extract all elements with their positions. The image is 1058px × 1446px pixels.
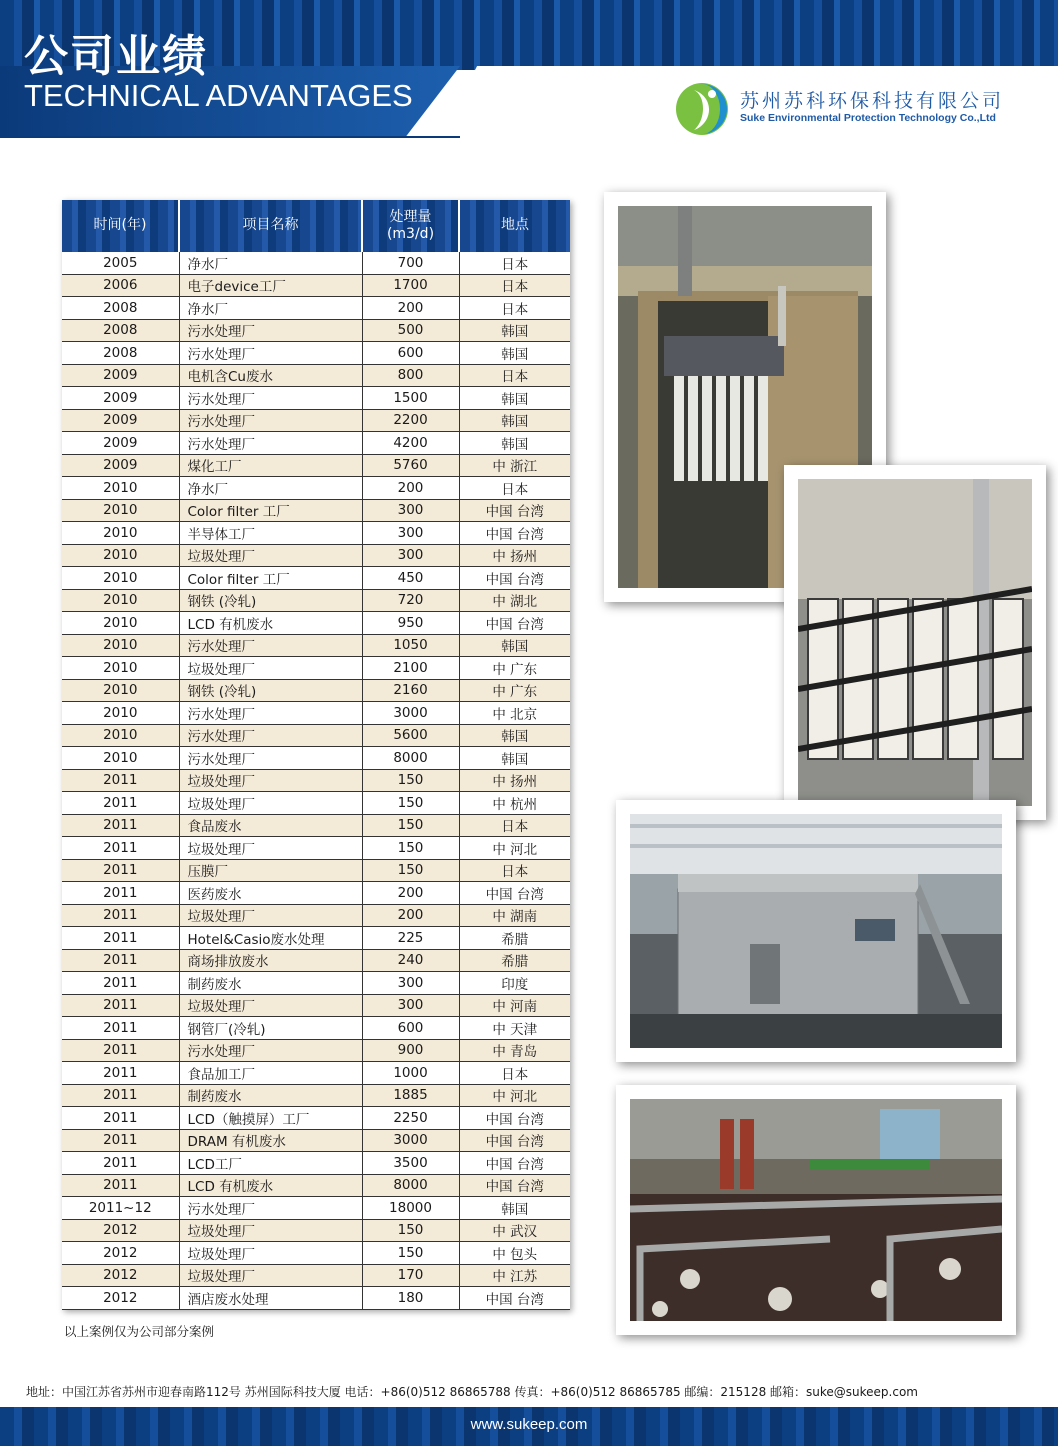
cell-project: 垃圾处理厂	[179, 837, 362, 860]
cell-year: 2005	[62, 252, 179, 274]
cell-capacity: 3000	[362, 1129, 459, 1152]
cell-project: 垃圾处理厂	[179, 657, 362, 680]
cell-capacity: 3500	[362, 1152, 459, 1175]
photo-container-plant	[616, 800, 1016, 1062]
cell-location: 日本	[459, 364, 570, 387]
cell-project: 污水处理厂	[179, 724, 362, 747]
table-row	[62, 477, 570, 500]
cell-location: 日本	[459, 1062, 570, 1085]
cell-location: 中国 台湾	[459, 612, 570, 635]
cell-capacity: 150	[362, 1242, 459, 1265]
cell-project: 钢铁 (冷轧)	[179, 679, 362, 702]
cell-capacity: 150	[362, 769, 459, 792]
cell-location: 中 江苏	[459, 1264, 570, 1287]
cell-project: 电机含Cu废水	[179, 364, 362, 387]
cell-project: Color filter 工厂	[179, 499, 362, 522]
cell-capacity: 600	[362, 1017, 459, 1040]
photo-aeration-tank	[616, 1085, 1016, 1335]
company-name-en: Suke Environmental Protection Technology Co.,Ltd	[740, 112, 996, 124]
table-row	[62, 724, 570, 747]
cell-location: 中 天津	[459, 1017, 570, 1040]
cell-year: 2006	[62, 274, 179, 297]
cell-location: 中 扬州	[459, 544, 570, 567]
cell-capacity: 150	[362, 837, 459, 860]
table-row	[62, 747, 570, 770]
table-row	[62, 364, 570, 387]
cell-location: 韩国	[459, 724, 570, 747]
cell-capacity: 18000	[362, 1197, 459, 1220]
cell-capacity: 2200	[362, 409, 459, 432]
cell-year: 2012	[62, 1242, 179, 1265]
cell-capacity: 150	[362, 792, 459, 815]
cell-year: 2010	[62, 702, 179, 725]
table-row	[62, 634, 570, 657]
table-row	[62, 1152, 570, 1175]
cell-year: 2011	[62, 837, 179, 860]
company-logo-icon	[672, 80, 736, 138]
cell-location: 韩国	[459, 747, 570, 770]
cell-project: 制药废水	[179, 1084, 362, 1107]
cell-capacity: 2250	[362, 1107, 459, 1130]
table-row	[62, 814, 570, 837]
table-row	[62, 432, 570, 455]
column-header-capacity-label: 处理量	[389, 208, 432, 225]
cell-location: 中国 台湾	[459, 1152, 570, 1175]
cell-project: LCD 有机废水	[179, 1174, 362, 1197]
cell-capacity: 240	[362, 949, 459, 972]
cell-project: 商场排放废水	[179, 949, 362, 972]
table-row	[62, 544, 570, 567]
cell-project: DRAM 有机废水	[179, 1129, 362, 1152]
cell-location: 日本	[459, 814, 570, 837]
cell-location: 韩国	[459, 1197, 570, 1220]
table-row	[62, 1197, 570, 1220]
aeration-tank-image	[630, 1099, 1002, 1321]
cell-capacity: 450	[362, 567, 459, 590]
website-link[interactable]: www.sukeep.com	[470, 1416, 588, 1433]
page-title-cn: 公司业绩	[24, 31, 208, 82]
cell-year: 2010	[62, 612, 179, 635]
footer-contact: 地址：中国江苏省苏州市迎春南路112号 苏州国际科技大厦 电话：+86(0)512 86865788 传真：+86(0)512 86865785 邮编：215128 邮箱：suke@sukeep.com	[26, 1385, 918, 1399]
cell-project: 净水厂	[179, 252, 362, 274]
cell-capacity: 200	[362, 882, 459, 905]
cell-year: 2009	[62, 432, 179, 455]
cell-year: 2008	[62, 342, 179, 365]
cell-project: 污水处理厂	[179, 747, 362, 770]
cell-location: 日本	[459, 252, 570, 274]
cell-capacity: 2100	[362, 657, 459, 680]
cell-year: 2010	[62, 499, 179, 522]
table-row	[62, 1264, 570, 1287]
cell-year: 2010	[62, 634, 179, 657]
table-row	[62, 792, 570, 815]
cell-project: 钢铁 (冷轧)	[179, 589, 362, 612]
cell-capacity: 300	[362, 972, 459, 995]
cell-year: 2011	[62, 972, 179, 995]
cell-location: 中国 台湾	[459, 567, 570, 590]
cell-location: 日本	[459, 477, 570, 500]
column-header-capacity-unit: (m3/d)	[386, 226, 435, 242]
cell-year: 2011	[62, 1152, 179, 1175]
cell-project: 净水厂	[179, 477, 362, 500]
cell-location: 中 湖北	[459, 589, 570, 612]
table-row	[62, 387, 570, 410]
cell-project: 污水处理厂	[179, 1039, 362, 1062]
cell-year: 2011	[62, 859, 179, 882]
table-row	[62, 499, 570, 522]
cell-project: 垃圾处理厂	[179, 1264, 362, 1287]
table-row	[62, 1062, 570, 1085]
table-row	[62, 769, 570, 792]
cell-capacity: 1050	[362, 634, 459, 657]
cell-capacity: 600	[362, 342, 459, 365]
cell-project: 煤化工厂	[179, 454, 362, 477]
table-row	[62, 589, 570, 612]
cell-year: 2010	[62, 544, 179, 567]
table-row	[62, 1017, 570, 1040]
cell-project: 食品加工厂	[179, 1062, 362, 1085]
cell-location: 中 河北	[459, 837, 570, 860]
table-row	[62, 522, 570, 545]
cell-project: 制药废水	[179, 972, 362, 995]
table-row	[62, 454, 570, 477]
cell-year: 2011	[62, 904, 179, 927]
cell-location: 中 广东	[459, 679, 570, 702]
table-header-row	[62, 200, 570, 252]
cell-year: 2011	[62, 769, 179, 792]
company-name-cn: 苏州苏科环保科技有限公司	[740, 90, 1005, 112]
cell-capacity: 225	[362, 927, 459, 950]
page-title-en: TECHNICAL ADVANTAGES	[24, 78, 413, 113]
table-row	[62, 949, 570, 972]
cell-location: 中 武汉	[459, 1219, 570, 1242]
table-row	[62, 1084, 570, 1107]
cell-year: 2010	[62, 657, 179, 680]
cell-location: 中 河南	[459, 994, 570, 1017]
cell-capacity: 900	[362, 1039, 459, 1062]
cell-project: 垃圾处理厂	[179, 544, 362, 567]
cell-year: 2011	[62, 1062, 179, 1085]
cell-location: 日本	[459, 297, 570, 320]
table-row	[62, 994, 570, 1017]
cell-location: 中 湖南	[459, 904, 570, 927]
cell-location: 中国 台湾	[459, 1107, 570, 1130]
cell-year: 2011	[62, 1174, 179, 1197]
cell-capacity: 150	[362, 814, 459, 837]
cell-year: 2009	[62, 409, 179, 432]
cell-project: 食品废水	[179, 814, 362, 837]
cell-year: 2010	[62, 522, 179, 545]
table-row	[62, 319, 570, 342]
cell-year: 2010	[62, 679, 179, 702]
cell-project: LCD工厂	[179, 1152, 362, 1175]
cell-capacity: 1000	[362, 1062, 459, 1085]
cell-year: 2010	[62, 747, 179, 770]
cell-project: 电子device工厂	[179, 274, 362, 297]
cell-location: 中国 台湾	[459, 499, 570, 522]
table-row	[62, 679, 570, 702]
cell-location: 中国 台湾	[459, 1129, 570, 1152]
performance-table-container	[62, 200, 570, 1310]
cell-year: 2010	[62, 589, 179, 612]
cell-year: 2011	[62, 792, 179, 815]
cell-capacity: 180	[362, 1287, 459, 1310]
column-header-year: 时间(年)	[62, 200, 179, 252]
cell-year: 2011	[62, 949, 179, 972]
cell-year: 2011	[62, 1039, 179, 1062]
container-plant-image	[630, 814, 1002, 1048]
cell-location: 希腊	[459, 949, 570, 972]
cell-project: 污水处理厂	[179, 432, 362, 455]
cell-project: 垃圾处理厂	[179, 994, 362, 1017]
cell-location: 日本	[459, 859, 570, 882]
cell-capacity: 700	[362, 252, 459, 274]
table-row	[62, 1107, 570, 1130]
photo-membrane-modules	[784, 465, 1046, 820]
cell-project: 钢管厂(冷轧)	[179, 1017, 362, 1040]
cell-capacity: 3000	[362, 702, 459, 725]
cell-project: 污水处理厂	[179, 1197, 362, 1220]
column-header-project: 项目名称	[179, 200, 362, 252]
cell-project: Color filter 工厂	[179, 567, 362, 590]
cell-year: 2010	[62, 567, 179, 590]
table-row	[62, 612, 570, 635]
cell-year: 2011	[62, 1017, 179, 1040]
cell-location: 中 包头	[459, 1242, 570, 1265]
table-row	[62, 1129, 570, 1152]
cell-project: 污水处理厂	[179, 409, 362, 432]
cell-project: 净水厂	[179, 297, 362, 320]
table-row	[62, 1174, 570, 1197]
cell-location: 中 浙江	[459, 454, 570, 477]
cell-year: 2011	[62, 1084, 179, 1107]
header-divider	[0, 136, 460, 138]
cell-year: 2011	[62, 1129, 179, 1152]
cell-project: 垃圾处理厂	[179, 792, 362, 815]
cell-project: 污水处理厂	[179, 702, 362, 725]
cell-year: 2012	[62, 1219, 179, 1242]
table-row	[62, 904, 570, 927]
table-row	[62, 1039, 570, 1062]
table-row	[62, 409, 570, 432]
cell-project: LCD 有机废水	[179, 612, 362, 635]
cell-year: 2010	[62, 477, 179, 500]
cell-location: 韩国	[459, 432, 570, 455]
cell-year: 2011	[62, 814, 179, 837]
cell-capacity: 300	[362, 522, 459, 545]
cell-project: 垃圾处理厂	[179, 904, 362, 927]
cell-year: 2008	[62, 297, 179, 320]
table-row	[62, 927, 570, 950]
column-header-capacity	[362, 200, 459, 252]
cell-year: 2011	[62, 1107, 179, 1130]
cell-location: 中 河北	[459, 1084, 570, 1107]
cell-year: 2010	[62, 724, 179, 747]
cell-year: 2009	[62, 387, 179, 410]
cell-year: 2011~12	[62, 1197, 179, 1220]
cell-capacity: 200	[362, 297, 459, 320]
cell-location: 韩国	[459, 634, 570, 657]
cell-location: 希腊	[459, 927, 570, 950]
cell-location: 中国 台湾	[459, 522, 570, 545]
table-row	[62, 837, 570, 860]
table-row	[62, 297, 570, 320]
cell-location: 日本	[459, 274, 570, 297]
cell-project: 酒店废水处理	[179, 1287, 362, 1310]
cell-project: 污水处理厂	[179, 634, 362, 657]
cell-location: 中 杭州	[459, 792, 570, 815]
cell-capacity: 150	[362, 1219, 459, 1242]
performance-table	[62, 200, 570, 1310]
table-row	[62, 1242, 570, 1265]
table-row	[62, 972, 570, 995]
cell-location: 韩国	[459, 409, 570, 432]
table-body	[62, 252, 570, 1309]
cell-capacity: 300	[362, 544, 459, 567]
cell-location: 中国 台湾	[459, 1287, 570, 1310]
cell-capacity: 300	[362, 994, 459, 1017]
cell-capacity: 8000	[362, 747, 459, 770]
column-header-location: 地点	[459, 200, 570, 252]
cell-capacity: 720	[362, 589, 459, 612]
table-row	[62, 702, 570, 725]
cell-location: 中 扬州	[459, 769, 570, 792]
cell-capacity: 5760	[362, 454, 459, 477]
cell-location: 中 青岛	[459, 1039, 570, 1062]
cell-project: 垃圾处理厂	[179, 1219, 362, 1242]
cell-project: 压膜厂	[179, 859, 362, 882]
cell-capacity: 170	[362, 1264, 459, 1287]
cell-project: 垃圾处理厂	[179, 1242, 362, 1265]
cell-capacity: 1700	[362, 274, 459, 297]
cell-year: 2012	[62, 1287, 179, 1310]
cell-project: 医药废水	[179, 882, 362, 905]
cell-capacity: 1500	[362, 387, 459, 410]
table-row	[62, 567, 570, 590]
cell-capacity: 500	[362, 319, 459, 342]
cell-capacity: 8000	[362, 1174, 459, 1197]
cell-capacity: 800	[362, 364, 459, 387]
table-row	[62, 1219, 570, 1242]
cell-capacity: 200	[362, 904, 459, 927]
cell-year: 2011	[62, 994, 179, 1017]
table-row	[62, 657, 570, 680]
cell-capacity: 1885	[362, 1084, 459, 1107]
cell-location: 中国 台湾	[459, 882, 570, 905]
cell-year: 2008	[62, 319, 179, 342]
cell-project: 垃圾处理厂	[179, 769, 362, 792]
table-row	[62, 882, 570, 905]
table-row	[62, 274, 570, 297]
cell-project: Hotel&Casio废水处理	[179, 927, 362, 950]
cell-capacity: 4200	[362, 432, 459, 455]
cell-capacity: 5600	[362, 724, 459, 747]
cell-location: 中国 台湾	[459, 1174, 570, 1197]
cell-year: 2009	[62, 364, 179, 387]
cell-year: 2011	[62, 927, 179, 950]
cell-year: 2011	[62, 882, 179, 905]
cell-location: 韩国	[459, 342, 570, 365]
cell-project: 污水处理厂	[179, 342, 362, 365]
membrane-modules-image	[798, 479, 1032, 806]
cell-capacity: 300	[362, 499, 459, 522]
cell-capacity: 950	[362, 612, 459, 635]
cell-project: LCD（触摸屏）工厂	[179, 1107, 362, 1130]
cell-capacity: 2160	[362, 679, 459, 702]
page-header	[0, 0, 1058, 138]
cell-project: 半导体工厂	[179, 522, 362, 545]
cell-project: 污水处理厂	[179, 319, 362, 342]
table-row	[62, 859, 570, 882]
cell-location: 印度	[459, 972, 570, 995]
cell-capacity: 200	[362, 477, 459, 500]
cell-project: 污水处理厂	[179, 387, 362, 410]
table-row	[62, 1287, 570, 1310]
cell-year: 2012	[62, 1264, 179, 1287]
cell-location: 中 北京	[459, 702, 570, 725]
cell-location: 韩国	[459, 387, 570, 410]
cell-capacity: 150	[362, 859, 459, 882]
footnote: 以上案例仅为公司部分案例	[64, 1324, 215, 1339]
cell-location: 中 广东	[459, 657, 570, 680]
table-row	[62, 342, 570, 365]
cell-location: 韩国	[459, 319, 570, 342]
table-row	[62, 252, 570, 274]
cell-year: 2009	[62, 454, 179, 477]
